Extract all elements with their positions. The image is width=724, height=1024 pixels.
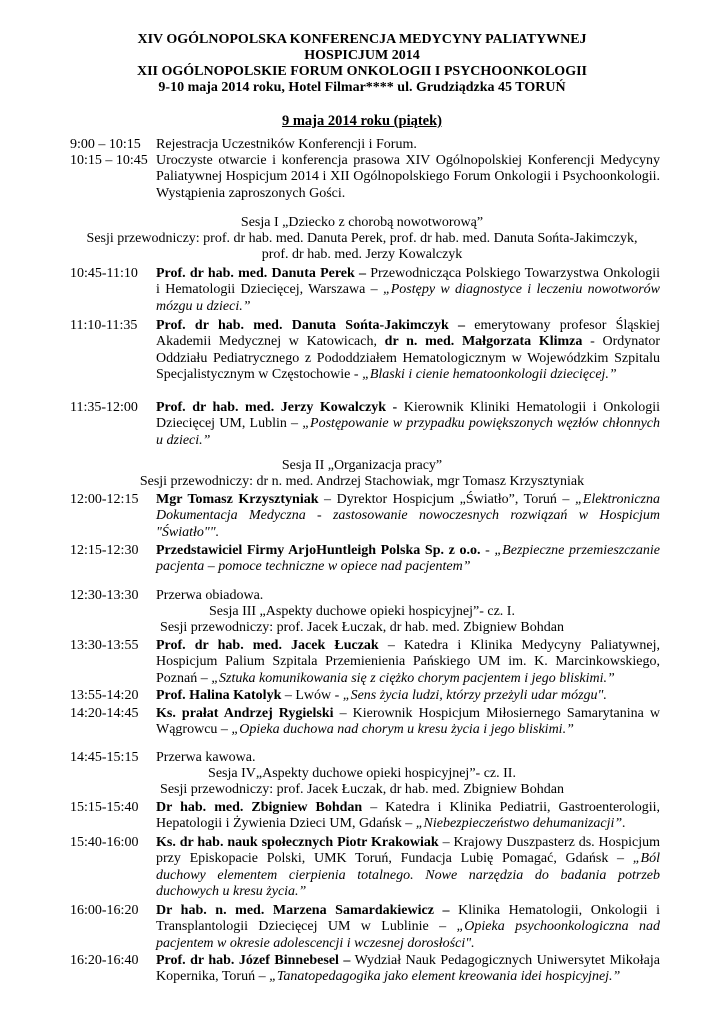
speaker-name: Przedstawiciel Firmy ArjoHuntleigh Polska Sp. z o.o.: [156, 543, 481, 558]
time-slot: 16:20-16:40: [70, 953, 139, 968]
talk-title: „Postępy w diagnostyce i leczeniu nowotworów mózgu u dzieci.”: [156, 282, 660, 314]
talk-title: „Ból duchowy elementem cierpienia totalnego. Nowe narzędzia do badania potrzeb duchowych u kresu życia.”: [156, 851, 660, 900]
row-description: Uroczyste otwarcie i konferencja prasowa XIV Ogólnopolskiej Konferencji Medycyny Paliatywnej Hospicjum 2014 i XII Ogólnopolskiego Forum Onkologii i Psychoonkologii. Wystąpienia zaproszonych Gości.: [156, 153, 660, 201]
header-line-3: XII OGÓLNOPOLSKIE FORUM ONKOLOGII I PSYCHOONKOLOGII: [136, 64, 587, 79]
time-slot: 13:55-14:20: [70, 688, 139, 703]
speaker-name: Dr hab. n. med. Marzena Samardakiewicz –: [156, 903, 450, 918]
talk-description: [156, 638, 660, 687]
talk-description: [156, 400, 660, 449]
speaker-affiliation: – Krajowy Duszpasterz ds. Hospicjum przy Episkopacie Polski, UMK Toruń, Fundacja Lubię Pomagać, Gdańsk –: [156, 835, 660, 867]
row-description: Przerwa kawowa.: [156, 750, 256, 765]
header-line-2: HOSPICJUM 2014: [304, 48, 420, 63]
speaker-name: Prof. Halina Katolyk: [156, 688, 282, 703]
speaker-name: Dr hab. med. Zbigniew Bohdan: [156, 800, 363, 815]
session-1-chairs-line-2: prof. dr hab. med. Jerzy Kowalczyk: [261, 247, 463, 262]
header-line-1: XIV OGÓLNOPOLSKA KONFERENCJA MEDYCYNY PALIATYWNEJ: [137, 32, 587, 47]
time-slot: 15:15-15:40: [70, 800, 139, 815]
time-slot: 10:15 – 10:45: [70, 153, 148, 168]
header-line-4: 9-10 maja 2014 roku, Hotel Filmar**** ul. Grudziądzka 45 TORUŃ: [158, 80, 566, 95]
speaker-affiliation: – Katedra i Klinika Pediatrii, Gastroenterologii, Hepatologii i Żywienia Dzieci UM, Gdańsk –: [156, 800, 660, 832]
talk-description: [156, 835, 660, 901]
speaker-name: Prof. dr hab. med. Jerzy Kowalczyk -: [156, 400, 398, 415]
talk-title: „Sztuka komunikowania się z ciężko chorym pacjentem i jego bliskimi.”: [211, 670, 615, 686]
session-4-chairs: Sesji przewodniczy: prof. Jacek Łuczak, dr hab. med. Zbigniew Bohdan: [160, 782, 564, 797]
talk-description: [156, 318, 660, 384]
speaker-affiliation-2: - Ordynator Oddziału Pediatrycznego z Pododdziałem Hematologicznym w Wojewódzkim Szpitalu Specjalistycznym w Częstochowie -: [156, 334, 661, 383]
speaker-name: Prof. dr hab. Józef Binnebesel –: [156, 953, 351, 968]
talk-title: „Bezpieczne przemieszczanie pacjenta – pomoce techniczne w opiece nad pacjentem”: [156, 543, 660, 575]
day-heading: 9 maja 2014 roku (piątek): [281, 113, 443, 129]
time-slot: 9:00 – 10:15: [70, 137, 141, 152]
speaker-affiliation: -: [480, 543, 495, 558]
time-slot: 13:30-13:55: [70, 638, 139, 653]
talk-title: „Postępowanie w przypadku powiększonych węzłów chłonnych u dzieci.”: [156, 416, 661, 448]
talk-title: „Niebezpieczeństwo dehumanizacji”.: [415, 816, 626, 832]
session-1-title: Sesja I „Dziecko z chorobą nowotworową”: [240, 215, 484, 230]
talk-description: [156, 688, 660, 704]
speaker-affiliation: emerytowany profesor Śląskiej Akademii Medycznej w Katowicach,: [156, 318, 660, 350]
time-slot: 10:45-11:10: [70, 266, 138, 281]
time-slot: 12:15-12:30: [70, 543, 139, 558]
speaker-name: Mgr Tomasz Krzysztyniak: [156, 492, 319, 507]
talk-description: [156, 953, 660, 986]
time-slot: 11:35-12:00: [70, 400, 138, 415]
speaker-affiliation: – Kierownik Hospicjum Miłosiernego Samarytanina w Wągrowcu –: [156, 706, 660, 738]
speaker-affiliation: Klinika Hematologii, Onkologii i Transplantologii Dziecięcej UM w Lublinie –: [156, 903, 661, 935]
talk-description: [156, 706, 660, 739]
session-2-chairs: Sesji przewodniczy: dr n. med. Andrzej Stachowiak, mgr Tomasz Krzysztyniak: [139, 474, 585, 489]
session-3-title: Sesja III „Aspekty duchowe opieki hospicyjnej”- cz. I.: [209, 604, 515, 619]
speaker-name: Prof. dr hab. med. Jacek Łuczak: [156, 638, 379, 653]
talk-title: „Opieka psychoonkologiczna nad pacjentem w okresie adolescencji i wczesnej dorosłości".: [156, 919, 661, 951]
speaker-affiliation: Przewodnicząca Polskiego Towarzystwa Onkologii i Hematologii Dziecięcej, Warszawa –: [156, 266, 661, 298]
time-slot: 15:40-16:00: [70, 835, 139, 850]
talk-title: „Elektroniczna Dokumentacja Medyczna - zastosowanie nowoczesnych rozwiązań w Hospicjum "Światło"".: [156, 492, 661, 540]
speaker-affiliation: Kierownik Kliniki Hematologii i Onkologii Dziecięcej UM, Lublin –: [156, 400, 660, 432]
time-slot: 16:00-16:20: [70, 903, 139, 918]
time-slot: 14:45-15:15: [70, 750, 139, 765]
speaker-affiliation: Wydział Nauk Pedagogicznych Uniwersytet Mikołaja Kopernika, Toruń –: [156, 953, 660, 985]
session-1-chairs-line-1: Sesji przewodniczy: prof. dr hab. med. Danuta Perek, prof. dr hab. med. Danuta Sońta-Jakimczyk,: [86, 231, 638, 246]
time-slot: 11:10-11:35: [70, 318, 138, 333]
row-description: Rejestracja Uczestników Konferencji i Forum.: [156, 137, 417, 152]
row-description: Przerwa obiadowa.: [156, 588, 264, 603]
speaker-name-2: dr n. med. Małgorzata Klimza: [384, 334, 583, 350]
speaker-name: Ks. prałat Andrzej Rygielski: [156, 706, 334, 721]
talk-description: [156, 800, 660, 833]
session-3-chairs: Sesji przewodniczy: prof. Jacek Łuczak, dr hab. med. Zbigniew Bohdan: [160, 620, 564, 635]
talk-title: „Blaski i cienie hematoonkologii dziecięcej.”: [362, 367, 617, 383]
session-4-title: Sesja IV„Aspekty duchowe opieki hospicyjnej”- cz. II.: [208, 766, 516, 781]
speaker-affiliation: – Dyrektor Hospicjum „Światło”, Toruń –: [318, 492, 575, 507]
session-2-title: Sesja II „Organizacja pracy”: [281, 458, 443, 473]
talk-title: „Sens życia ludzi, którzy przeżyli udar mózgu".: [342, 688, 607, 703]
time-slot: 14:20-14:45: [70, 706, 139, 721]
speaker-affiliation: – Lwów -: [281, 688, 343, 703]
talk-description: [156, 266, 660, 315]
talk-title: „Opieka duchowa nad chorym u kresu życia i jego bliskimi.”: [231, 722, 574, 738]
speaker-affiliation: – Katedra i Klinika Medycyny Paliatywnej, Hospicjum Palium Szpitala Przemienienia Pańskiego UM im. K. Marcinkowskiego, Poznań –: [156, 638, 660, 686]
time-slot: 12:30-13:30: [70, 588, 139, 603]
talk-description: [156, 903, 660, 952]
talk-description: [156, 492, 660, 541]
talk-description: [156, 543, 660, 576]
speaker-name: Ks. dr hab. nauk społecznych Piotr Krakowiak: [156, 835, 439, 850]
speaker-name: Prof. dr hab. med. Danuta Sońta-Jakimczyk –: [156, 318, 466, 333]
talk-title: „Tanatopedagogika jako element kreowania idei hospicyjnej.”: [269, 969, 621, 985]
speaker-name: Prof. dr hab. med. Danuta Perek –: [156, 266, 367, 281]
time-slot: 12:00-12:15: [70, 492, 139, 507]
